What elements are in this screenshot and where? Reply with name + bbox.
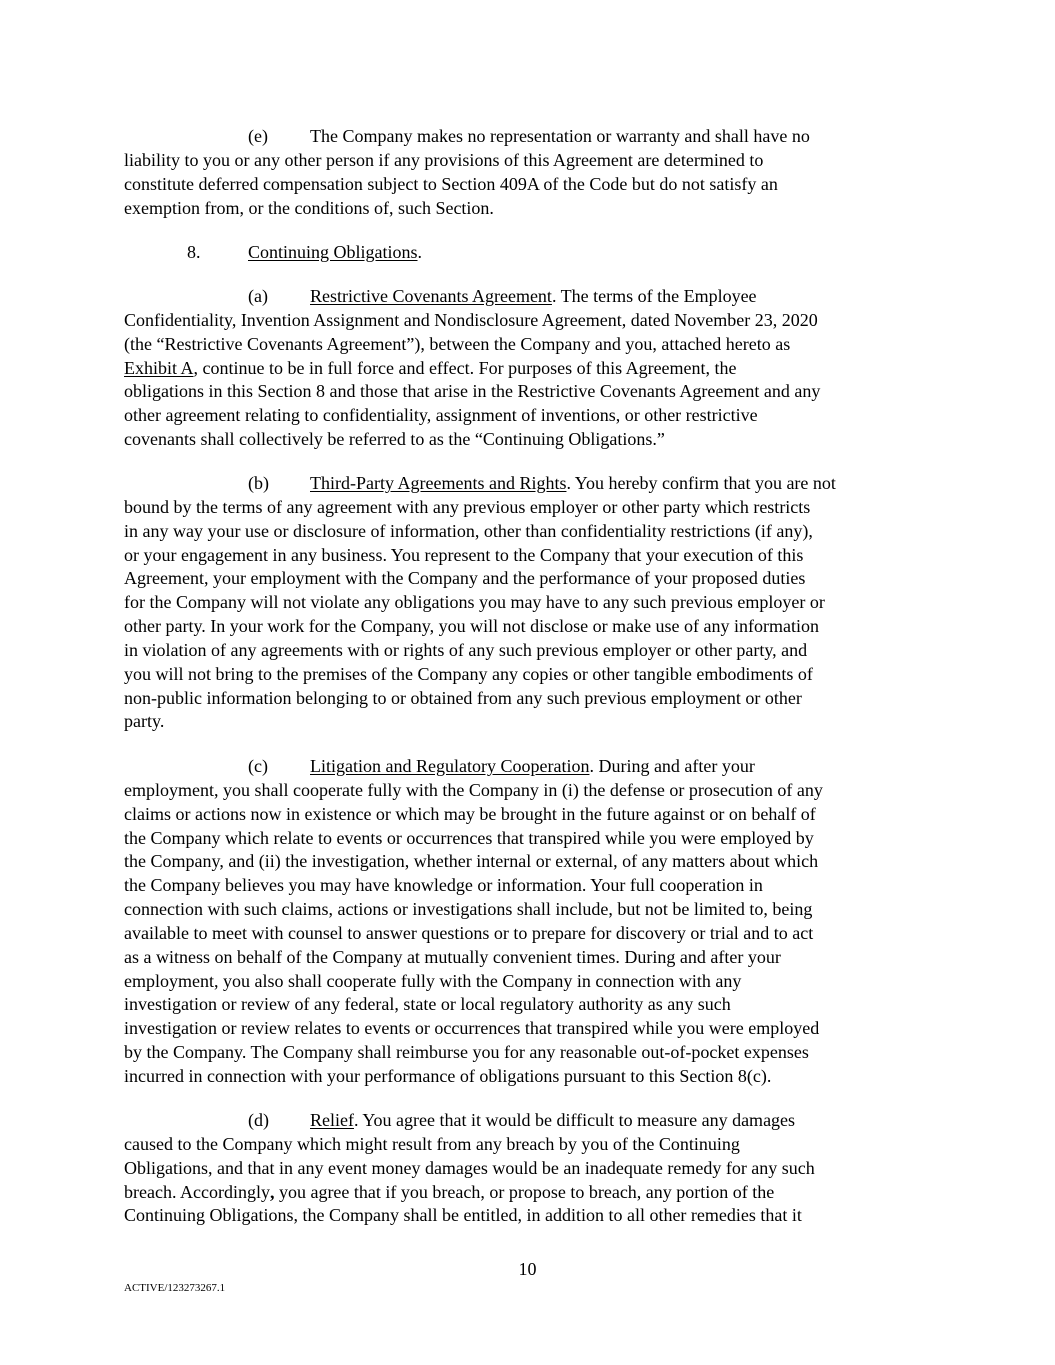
paragraph-line [124,472,939,496]
paragraph-line: investigation or review of any federal, state or local regulatory authority as any such [124,994,731,1015]
paragraph-text: you agree that if you breach, or propose to breach, any portion of the [274,1181,775,1202]
paragraph-line: Confidentiality, Invention Assignment and Nondisclosure Agreement, dated November 23, 2020 [124,309,818,330]
paragraph-line: in any way your use or disclosure of information, other than confidentiality restrictions (if any), [124,520,813,541]
paragraph-line: liability to you or any other person if any provisions of this Agreement are determined to [124,149,764,170]
paragraph-line: you will not bring to the premises of the Company any copies or other tangible embodiments of [124,663,813,684]
paragraph-line [124,285,939,309]
section-title-period: . [417,242,423,262]
paragraph-line: caused to the Company which might result from any breach by you of the Continuing [124,1133,740,1154]
paragraph-label: (a) [248,286,268,306]
paragraph-line: other agreement relating to confidentiality, assignment of inventions, or other restrictive [124,405,758,426]
paragraph-line: investigation or review relates to events or occurrences that transpired while you were employed [124,1018,820,1039]
section-title: Continuing Obligations [248,242,418,262]
paragraph-line: connection with such claims, actions or investigations shall include, but not be limited to, being [124,899,813,920]
paragraph-line: the Company which relate to events or occurrences that transpired while you were employed by [124,827,814,848]
paragraph-line: Obligations, and that in any event money damages would be an inadequate remedy for any such [124,1157,815,1178]
paragraph-text: , continue to be in full force and effect. For purposes of this Agreement, the [193,357,737,378]
paragraph-line: as a witness on behalf of the Company at mutually convenient times. During and after your [124,946,781,967]
paragraph-text: breach. Accordingly [124,1181,270,1202]
paragraph-line: obligations in this Section 8 and those that arise in the Restrictive Covenants Agreement and any [124,381,821,402]
paragraph-line: exemption from, or the conditions of, such Section. [124,197,494,218]
paragraph-text: The Company makes no representation or warranty and shall have no [310,126,810,146]
paragraph-line [124,125,939,149]
paragraph-text: . The terms of the Employee [551,286,757,306]
paragraph-line [124,755,939,779]
paragraph-heading: Third-Party Agreements and Rights [310,473,567,493]
paragraph-line [124,1109,939,1133]
paragraph-line: claims or actions now in existence or which may be brought in the future against or on behalf of [124,803,816,824]
paragraph-line: incurred in connection with your performance of obligations pursuant to this Section 8(c). [124,1065,772,1086]
paragraph-line: or your engagement in any business. You represent to the Company that your execution of this [124,544,804,565]
paragraph-line: the Company believes you may have knowledge or information. Your full cooperation in [124,875,763,896]
document-id: ACTIVE/123273267.1 [124,1282,226,1294]
paragraph-text: . You agree that it would be difficult to measure any damages [353,1110,796,1130]
paragraph-line [124,1181,939,1205]
paragraph-heading: Relief [310,1110,354,1130]
bold-comma: , [269,1181,275,1202]
paragraph-line: Continuing Obligations, the Company shall be entitled, in addition to all other remedies that it [124,1205,802,1226]
paragraph-line: covenants shall collectively be referred to as the “Continuing Obligations.” [124,429,665,450]
paragraph-heading: Litigation and Regulatory Cooperation [310,756,590,776]
paragraph-d [124,1109,939,1228]
paragraph-b [124,472,939,734]
paragraph-label: (d) [248,1110,269,1130]
paragraph-text: . You hereby confirm that you are not [566,473,836,493]
paragraph-line: constitute deferred compensation subject to Section 409A of the Code but do not satisfy an [124,173,778,194]
paragraph-line: (the “Restrictive Covenants Agreement”), between the Company and you, attached hereto as [124,333,791,354]
paragraph-line: for the Company will not violate any obligations you may have to any such previous employer or [124,592,825,613]
paragraph-a [124,285,939,452]
paragraph-line: party. [124,711,165,732]
paragraph-line: employment, you shall cooperate fully with the Company in (i) the defense or prosecution of any [124,779,823,800]
paragraph-label: (b) [248,473,269,493]
paragraph-text: . During and after your [589,756,755,776]
paragraph-label: (c) [248,756,268,776]
paragraph-e [124,125,939,220]
paragraph-line: available to meet with counsel to answer questions or to prepare for discovery or trial and to act [124,922,814,943]
paragraph-line: employment, you also shall cooperate fully with the Company in connection with any [124,970,742,991]
paragraph-c [124,755,939,1089]
paragraph-line: bound by the terms of any agreement with any previous employer or other party which restricts [124,496,811,517]
paragraph-line [124,357,939,381]
exhibit-a-reference: Exhibit A [124,357,194,378]
paragraph-line: Agreement, your employment with the Company and the performance of your proposed duties [124,568,806,589]
paragraph-line: in violation of any agreements with or rights of any such previous employer or other party, and [124,639,808,660]
paragraph-line: non-public information belonging to or obtained from any such previous employment or other [124,687,802,708]
section-heading [187,240,422,264]
paragraph-heading: Restrictive Covenants Agreement [310,286,552,306]
section-number: 8. [187,242,201,262]
paragraph-label: (e) [248,126,268,146]
paragraph-line: by the Company. The Company shall reimburse you for any reasonable out-of-pocket expenses [124,1042,809,1063]
paragraph-line: the Company, and (ii) the investigation, whether internal or external, of any matters about which [124,851,819,872]
page-number: 10 [518,1259,537,1279]
paragraph-line: other party. In your work for the Company, you will not disclose or make use of any information [124,616,820,637]
